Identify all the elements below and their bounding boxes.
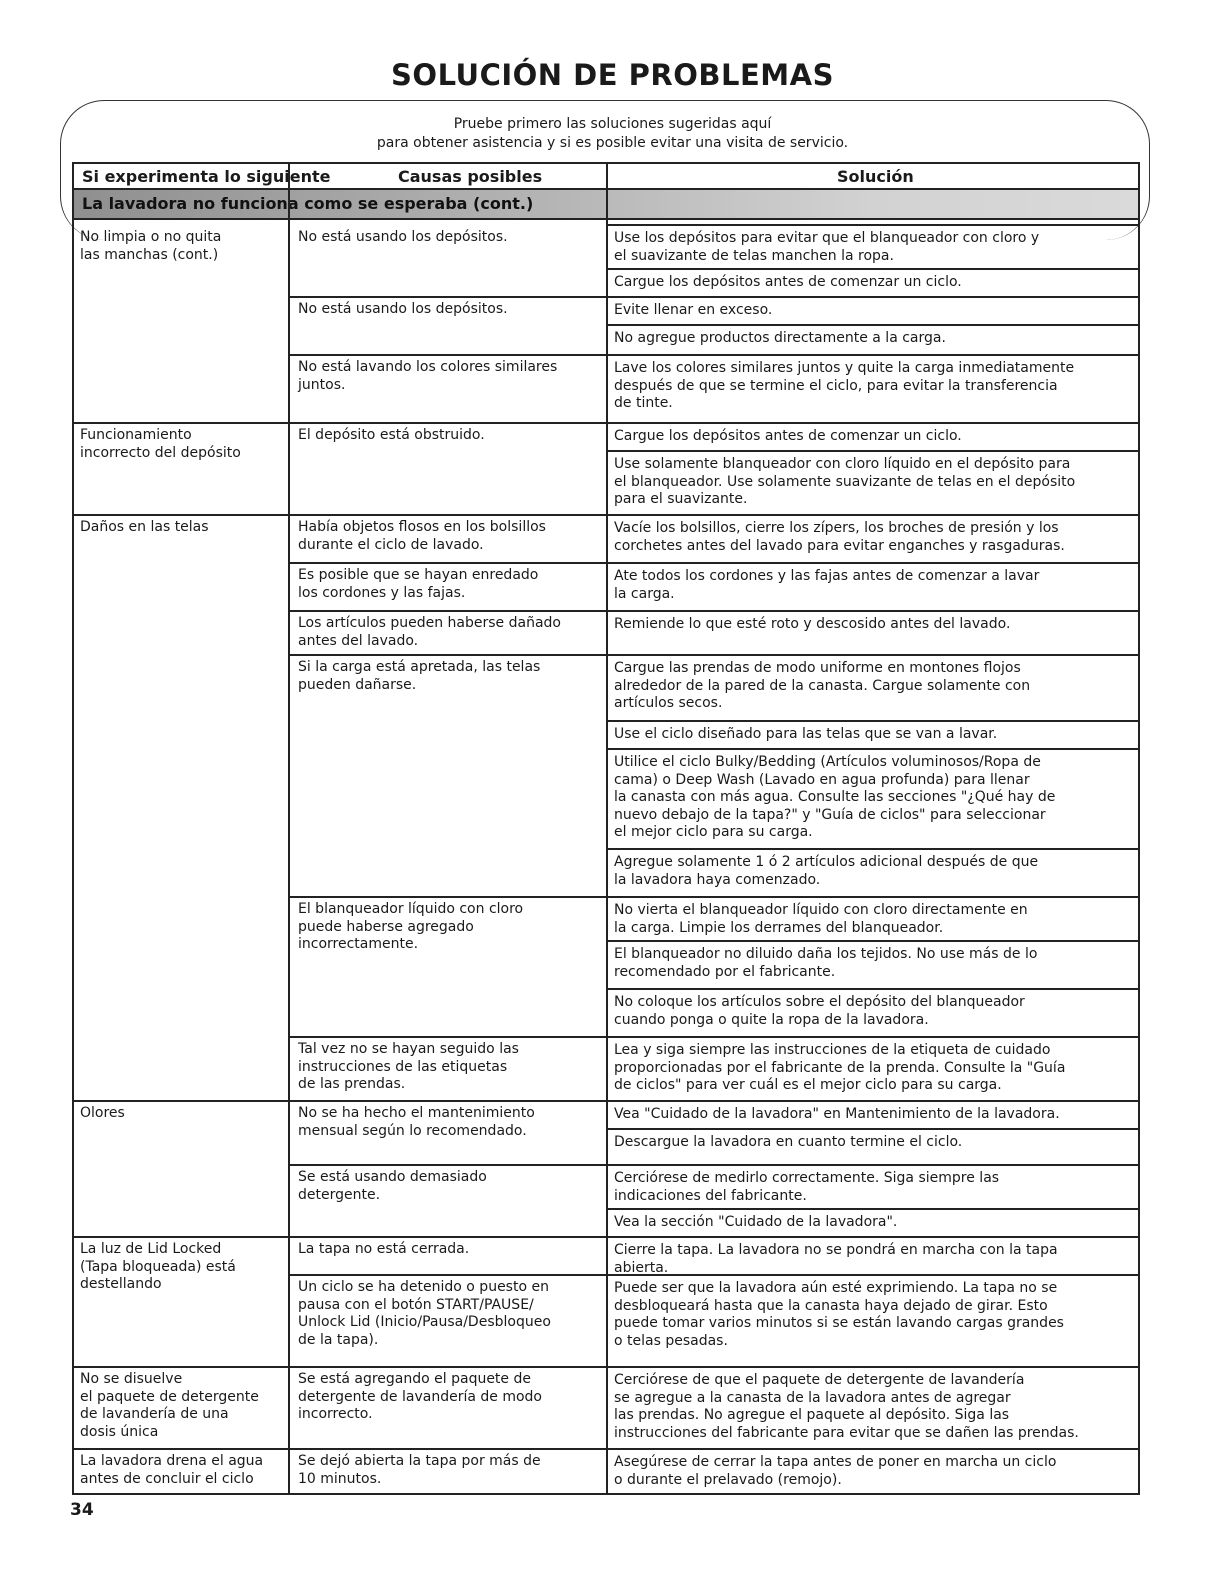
solution-cell: No coloque los artículos sobre el depósito del blanqueador cuando ponga o quite la ropa de la lavadora. (606, 988, 1140, 1036)
cause-cell: La tapa no está cerrada. (298, 1241, 470, 1257)
solution-cell: Cargue los depósitos antes de comenzar un ciclo. (606, 268, 1140, 296)
row-divider (72, 1100, 606, 1102)
solution-cell: Descargue la lavadora en cuanto termine el ciclo. (606, 1128, 1140, 1164)
solution-cell: No agregue productos directamente a la carga. (606, 324, 1140, 354)
cause-cell: No está lavando los colores similares juntos. (298, 359, 558, 393)
solution-cell: Lea y siga siempre las instrucciones de la etiqueta de cuidado proporcionadas por el fabricante de la prenda. Consulte la "Guía de ciclos" para ver cuál es el mejor ciclo para su carga. (606, 1036, 1140, 1100)
row-divider (72, 422, 606, 424)
solution-cell: Cerciórese de medirlo correctamente. Siga siempre las indicaciones del fabricante. (606, 1164, 1140, 1208)
solution-cell: Use los depósitos para evitar que el blanqueador con cloro y el suavizante de telas manchen la ropa. (606, 224, 1140, 268)
intro-line-1: Pruebe primero las soluciones sugeridas aquí (453, 116, 772, 132)
header-problem: Si experimenta lo siguiente (82, 167, 331, 186)
header-causes: Causas posibles (398, 167, 543, 186)
cause-cell: El depósito está obstruido. (298, 427, 485, 443)
table-border-left (72, 162, 74, 1495)
cause-cell: Es posible que se hayan enredado los cordones y las fajas. (298, 567, 539, 601)
cause-divider (288, 1036, 606, 1038)
cause-divider (288, 562, 606, 564)
column-divider-1 (288, 162, 290, 1495)
problem-cell: La luz de Lid Locked (Tapa bloqueada) está destellando (80, 1241, 236, 1292)
cause-cell: Había objetos flosos en los bolsillos durante el ciclo de lavado. (298, 519, 546, 553)
solution-cell: Use el ciclo diseñado para las telas que se van a lavar. (606, 720, 1140, 748)
solution-cell: Remiende lo que esté roto y descosido antes del lavado. (606, 610, 1140, 654)
cause-cell: Si la carga está apretada, las telas pueden dañarse. (298, 659, 541, 693)
solution-cell: Cargue las prendas de modo uniforme en montones flojos alrededor de la pared de la canasta. Cargue solamente con artículos secos. (606, 654, 1140, 720)
troubleshooting-table (72, 162, 1140, 1495)
cause-divider (288, 896, 606, 898)
row-divider (72, 514, 606, 516)
solution-cell: Vea la sección "Cuidado de la lavadora". (606, 1208, 1140, 1236)
cause-cell: Un ciclo se ha detenido o puesto en pausa con el botón START/PAUSE/ Unlock Lid (Inicio/Pausa/Desbloqueo de la tapa). (298, 1279, 551, 1348)
solution-cell: Use solamente blanqueador con cloro líquido en el depósito para el blanqueador. Use solamente suavizante de telas en el depósito para el suavizante. (606, 450, 1140, 514)
cause-cell: No está usando los depósitos. (298, 301, 508, 317)
cause-divider (288, 1164, 606, 1166)
cause-cell: No está usando los depósitos. (298, 229, 508, 245)
row-divider (72, 1448, 606, 1450)
solution-cell: Cerciórese de que el paquete de detergente de lavandería se agregue a la canasta de la lavadora antes de agregar las prendas. No agregue el paquete al depósito. Siga las instrucciones del fabricante para evitar que se dañen las prendas. (606, 1366, 1140, 1448)
solution-cell: Evite llenar en exceso. (606, 296, 1140, 324)
intro-text (0, 115, 1225, 153)
solution-cell: Vacíe los bolsillos, cierre los zípers, los broches de presión y los corchetes antes del lavado para evitar enganches y rasgaduras. (606, 514, 1140, 562)
problem-cell: Funcionamiento incorrecto del depósito (80, 427, 241, 461)
problem-cell: No se disuelve el paquete de detergente de lavandería de una dosis única (80, 1371, 259, 1440)
cause-divider (288, 354, 606, 356)
cause-cell: No se ha hecho el mantenimiento mensual según lo recomendado. (298, 1105, 535, 1139)
cause-divider (288, 296, 606, 298)
solution-cell: Cargue los depósitos antes de comenzar un ciclo. (606, 422, 1140, 450)
solution-cell: Asegúrese de cerrar la tapa antes de poner en marcha un ciclo o durante el prelavado (remojo). (606, 1448, 1140, 1493)
cause-divider (288, 1274, 606, 1276)
solution-cell: Ate todos los cordones y las fajas antes de comenzar a lavar la carga. (606, 562, 1140, 610)
problem-cell: Olores (80, 1105, 125, 1121)
problem-cell: No limpia o no quita las manchas (cont.) (80, 229, 222, 263)
cause-cell: Se está usando demasiado detergente. (298, 1169, 487, 1203)
intro-line-2: para obtener asistencia y si es posible evitar una visita de servicio. (376, 135, 849, 151)
cause-cell: Tal vez no se hayan seguido las instrucciones de las etiquetas de las prendas. (298, 1041, 519, 1092)
solution-cell: Cierre la tapa. La lavadora no se pondrá en marcha con la tapa abierta. (606, 1236, 1140, 1274)
solution-cell: Puede ser que la lavadora aún esté exprimiendo. La tapa no se desbloqueará hasta que la canasta haya dejado de girar. Esto puede tomar varios minutos si se están lavando cargas grandes o telas pesadas. (606, 1274, 1140, 1366)
solution-cell: Utilice el ciclo Bulky/Bedding (Artículos voluminosos/Ropa de cama) o Deep Wash (Lavado en agua profunda) para llenar la canasta con más agua. Consulte las secciones "¿Qué hay de nuevo debajo de la tapa?" y "Guía de ciclos" para seleccionar el mejor ciclo para su carga. (606, 748, 1140, 848)
cause-divider (288, 610, 606, 612)
section-heading-text: La lavadora no funciona como se esperaba (cont.) (82, 194, 534, 213)
header-solution: Solución (837, 167, 914, 186)
cause-cell: Se dejó abierta la tapa por más de 10 minutos. (298, 1453, 541, 1487)
row-divider (72, 1236, 606, 1238)
page-title: SOLUCIÓN DE PROBLEMAS (391, 58, 834, 92)
page-number: 34 (70, 1500, 94, 1520)
cause-cell: El blanqueador líquido con cloro puede haberse agregado incorrectamente. (298, 901, 524, 952)
cause-divider (288, 654, 606, 656)
solution-cell: Lave los colores similares juntos y quite la carga inmediatamente después de que se termine el ciclo, para evitar la transferencia de tinte. (606, 354, 1140, 422)
solution-cell: Vea "Cuidado de la lavadora" en Mantenimiento de la lavadora. (606, 1100, 1140, 1128)
solution-cell: El blanqueador no diluido daña los tejidos. No use más de lo recomendado por el fabricante. (606, 940, 1140, 988)
solution-cell: Agregue solamente 1 ó 2 artículos adicional después de que la lavadora haya comenzado. (606, 848, 1140, 896)
table-border-bottom (72, 1493, 1140, 1495)
row-divider (72, 1366, 606, 1368)
problem-cell: La lavadora drena el agua antes de concluir el ciclo (80, 1453, 264, 1487)
cause-cell: Se está agregando el paquete de detergente de lavandería de modo incorrecto. (298, 1371, 542, 1422)
problem-cell: Daños en las telas (80, 519, 209, 535)
cause-cell: Los artículos pueden haberse dañado antes del lavado. (298, 615, 561, 649)
solution-cell: No vierta el blanqueador líquido con cloro directamente en la carga. Limpie los derrames del blanqueador. (606, 896, 1140, 940)
